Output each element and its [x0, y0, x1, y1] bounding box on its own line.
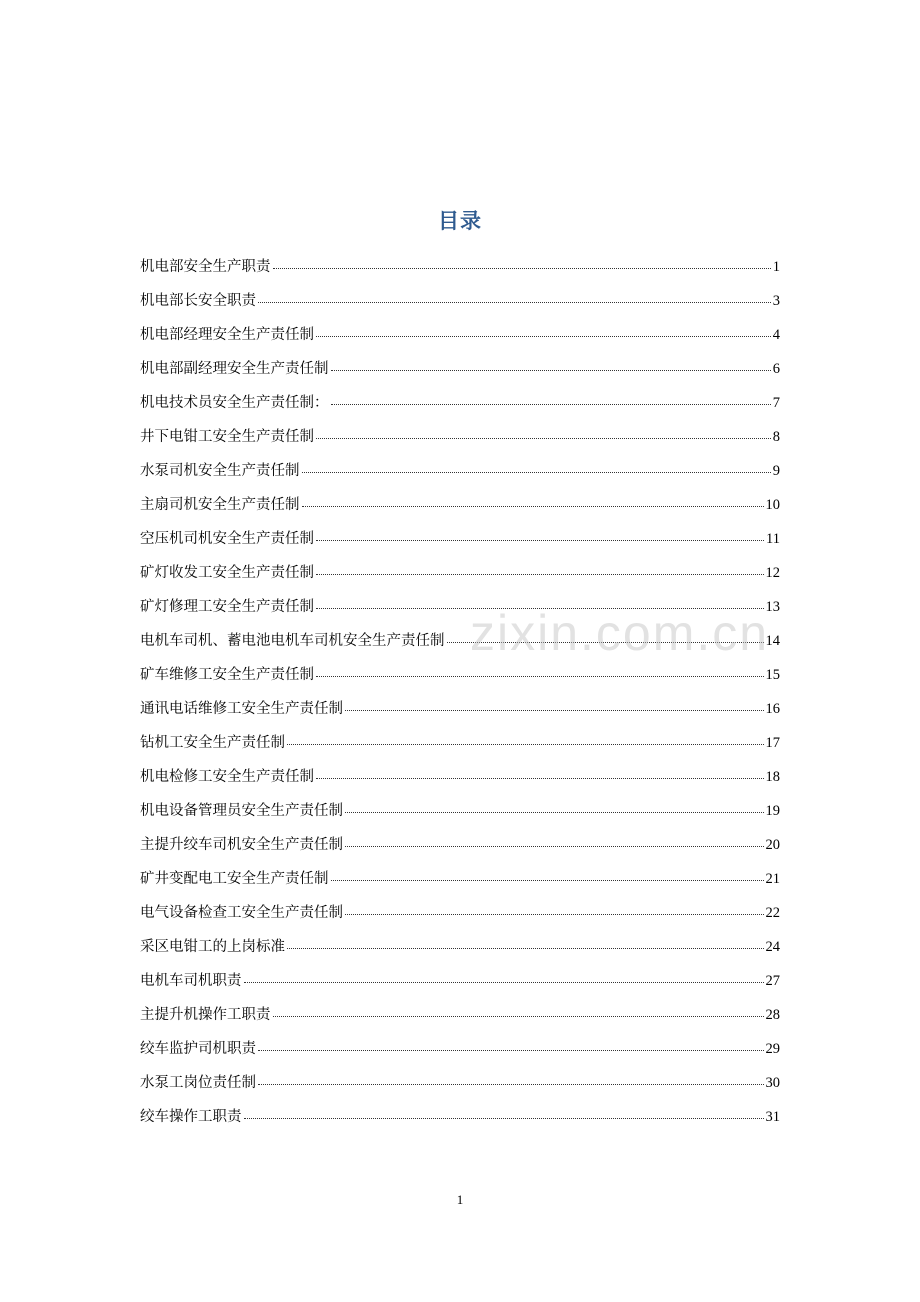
toc-entry[interactable]	[140, 762, 780, 796]
toc-entry[interactable]	[140, 694, 780, 728]
toc-entry[interactable]	[140, 830, 780, 864]
toc-entry-page-number: 10	[765, 497, 780, 513]
toc-entry-page-number: 18	[765, 769, 780, 785]
toc-entry-label: 通讯电话维修工安全生产责任制	[140, 701, 343, 717]
toc-entry-page-number: 11	[766, 531, 780, 547]
toc-entry-page-number: 16	[765, 701, 780, 717]
toc-dot-leader	[258, 1049, 764, 1051]
toc-entry-label: 机电检修工安全生产责任制	[140, 769, 314, 785]
toc-entry-page-number: 15	[765, 667, 780, 683]
toc-entry[interactable]	[140, 626, 780, 660]
toc-entry-label: 矿灯收发工安全生产责任制	[140, 565, 314, 581]
toc-entry-label: 主扇司机安全生产责任制	[140, 497, 300, 513]
toc-entry-label: 主提升绞车司机安全生产责任制	[140, 837, 343, 853]
toc-dot-leader	[316, 437, 771, 439]
toc-dot-leader	[302, 471, 771, 473]
toc-entry[interactable]	[140, 456, 780, 490]
toc-dot-leader	[345, 811, 764, 813]
toc-entry-label: 电机车司机职责	[140, 973, 242, 989]
toc-entry-page-number: 31	[765, 1109, 780, 1125]
toc-entry-label: 矿灯修理工安全生产责任制	[140, 599, 314, 615]
toc-entry[interactable]	[140, 966, 780, 1000]
toc-entry-label: 机电设备管理员安全生产责任制	[140, 803, 343, 819]
toc-dot-leader	[316, 539, 764, 541]
toc-entry[interactable]	[140, 1068, 780, 1102]
toc-entry-page-number: 8	[772, 429, 780, 445]
toc-entry-page-number: 14	[765, 633, 780, 649]
toc-dot-leader	[244, 1117, 764, 1119]
toc-entry-label: 钻机工安全生产责任制	[140, 735, 285, 751]
toc-entry[interactable]	[140, 864, 780, 898]
toc-entry-page-number: 3	[772, 293, 780, 309]
toc-entry[interactable]	[140, 388, 780, 422]
toc-list	[140, 252, 780, 1136]
toc-dot-leader	[345, 845, 764, 847]
toc-entry[interactable]	[140, 1034, 780, 1068]
toc-entry[interactable]	[140, 1000, 780, 1034]
toc-dot-leader	[316, 777, 764, 779]
toc-entry-page-number: 20	[765, 837, 780, 853]
toc-dot-leader	[273, 267, 771, 269]
toc-entry-page-number: 7	[772, 395, 780, 411]
toc-entry[interactable]	[140, 320, 780, 354]
toc-entry[interactable]	[140, 558, 780, 592]
toc-entry-label: 机电部长安全职责	[140, 293, 256, 309]
toc-entry-page-number: 13	[765, 599, 780, 615]
toc-dot-leader	[316, 607, 764, 609]
toc-entry-label: 空压机司机安全生产责任制	[140, 531, 314, 547]
toc-entry[interactable]	[140, 422, 780, 456]
toc-dot-leader	[302, 505, 764, 507]
toc-entry[interactable]	[140, 524, 780, 558]
toc-dot-leader	[287, 743, 764, 745]
toc-entry-label: 主提升机操作工职责	[140, 1007, 271, 1023]
toc-dot-leader	[287, 947, 764, 949]
toc-entry-page-number: 27	[765, 973, 780, 989]
toc-dot-leader	[447, 641, 764, 643]
toc-entry-label: 机电部副经理安全生产责任制	[140, 361, 329, 377]
toc-entry-page-number: 28	[765, 1007, 780, 1023]
toc-entry-page-number: 1	[772, 259, 780, 275]
toc-entry-label: 机电部安全生产职责	[140, 259, 271, 275]
toc-entry-label: 采区电钳工的上岗标准	[140, 939, 285, 955]
toc-dot-leader	[316, 675, 764, 677]
toc-entry-label: 绞车操作工职责	[140, 1109, 242, 1125]
toc-entry-label: 井下电钳工安全生产责任制	[140, 429, 314, 445]
toc-entry-label: 机电部经理安全生产责任制	[140, 327, 314, 343]
toc-dot-leader	[258, 1083, 764, 1085]
toc-entry-page-number: 22	[765, 905, 780, 921]
toc-entry-label: 矿井变配电工安全生产责任制	[140, 871, 329, 887]
toc-entry[interactable]	[140, 932, 780, 966]
toc-entry-label: 电机车司机、蓄电池电机车司机安全生产责任制	[140, 633, 445, 649]
toc-entry[interactable]	[140, 660, 780, 694]
toc-entry[interactable]	[140, 286, 780, 320]
toc-entry-label: 机电技术员安全生产责任制：	[140, 395, 329, 411]
toc-entry-page-number: 12	[765, 565, 780, 581]
toc-dot-leader	[273, 1015, 764, 1017]
toc-entry-page-number: 17	[765, 735, 780, 751]
toc-dot-leader	[316, 335, 771, 337]
toc-entry-page-number: 9	[772, 463, 780, 479]
toc-entry-label: 矿车维修工安全生产责任制	[140, 667, 314, 683]
toc-entry[interactable]	[140, 490, 780, 524]
watermark: zixin.com.cn	[470, 605, 770, 661]
toc-entry[interactable]	[140, 1102, 780, 1136]
toc-entry-label: 水泵司机安全生产责任制	[140, 463, 300, 479]
toc-dot-leader	[316, 573, 764, 575]
toc-title: 目录	[438, 208, 482, 233]
toc-entry-page-number: 6	[772, 361, 780, 377]
toc-dot-leader	[331, 879, 764, 881]
toc-entry-page-number: 29	[765, 1041, 780, 1057]
toc-entry-page-number: 30	[765, 1075, 780, 1091]
toc-entry-page-number: 21	[765, 871, 780, 887]
toc-entry[interactable]	[140, 354, 780, 388]
toc-dot-leader	[331, 403, 771, 405]
toc-dot-leader	[258, 301, 771, 303]
toc-entry-label: 绞车监护司机职责	[140, 1041, 256, 1057]
toc-entry-label: 水泵工岗位责任制	[140, 1075, 256, 1091]
toc-dot-leader	[345, 709, 764, 711]
toc-dot-leader	[345, 913, 764, 915]
toc-entry-page-number: 24	[765, 939, 780, 955]
toc-entry[interactable]	[140, 252, 780, 286]
toc-entry[interactable]	[140, 728, 780, 762]
toc-entry[interactable]	[140, 796, 780, 830]
toc-entry-page-number: 4	[772, 327, 780, 343]
toc-entry-page-number: 19	[765, 803, 780, 819]
toc-dot-leader	[244, 981, 764, 983]
toc-dot-leader	[331, 369, 771, 371]
page-number: 1	[456, 1192, 464, 1207]
toc-entry[interactable]	[140, 592, 780, 626]
toc-entry[interactable]	[140, 898, 780, 932]
toc-entry-label: 电气设备检查工安全生产责任制	[140, 905, 343, 921]
